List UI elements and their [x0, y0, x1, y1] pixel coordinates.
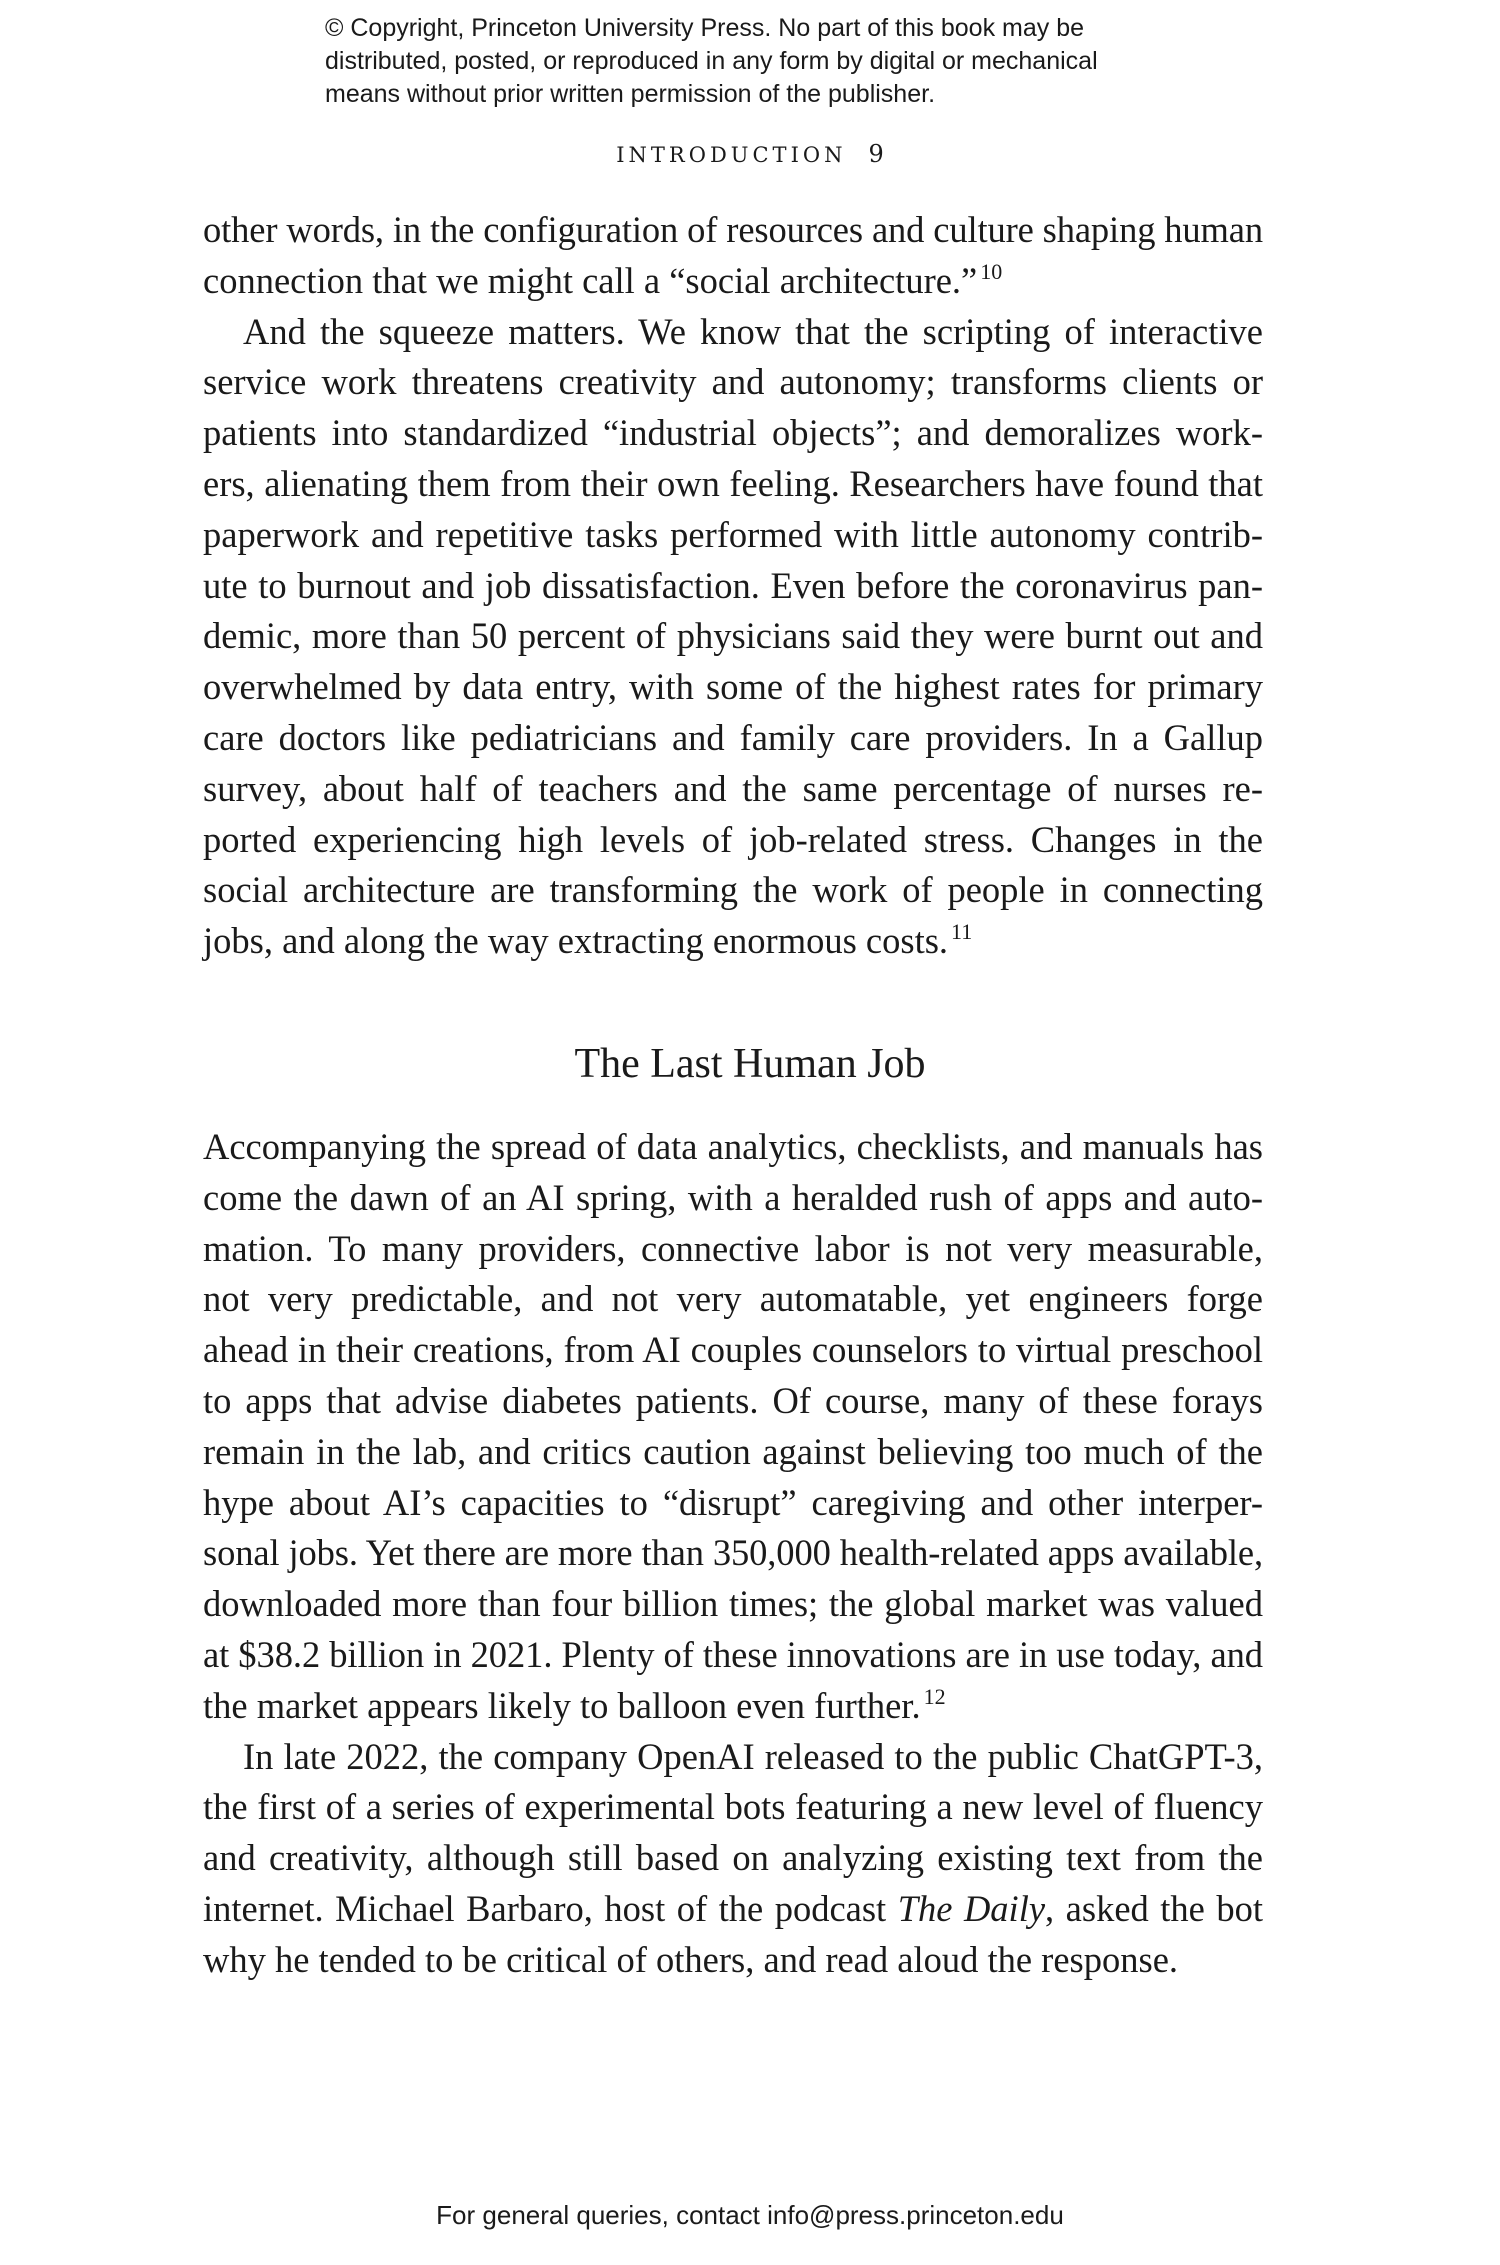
text-line: not very predictable, and not very automatable, yet engineers forge — [203, 1278, 1263, 1320]
copyright-line: distributed, posted, or reproduced in any form by digital or mechanical — [325, 47, 1098, 75]
text-line: mation. To many providers, connective labor is not very measurable, — [203, 1227, 1263, 1269]
footnote-ref: 10 — [980, 258, 1003, 284]
text-line — [203, 1884, 1263, 1935]
text-line: ute to burnout and job dissatisfaction. Even before the coronavirus pan- — [203, 564, 1263, 606]
text-line: overwhelmed by data entry, with some of the highest rates for primary — [203, 666, 1263, 708]
text-line: other words, in the configuration of resources and culture shaping human — [203, 209, 1263, 250]
text-line — [203, 256, 1263, 307]
text-line: Accompanying the spread of data analytics, checklists, and manuals has — [203, 1126, 1263, 1167]
text-line-content: internet. Michael Barbaro, host of the podcast — [203, 1887, 898, 1929]
text-line: ahead in their creations, from AI couples counselors to virtual preschool — [203, 1329, 1263, 1371]
text-line: and creativity, although still based on analyzing existing text from the — [203, 1837, 1263, 1879]
text-line: In late 2022, the company OpenAI released to the public ChatGPT-3, — [243, 1735, 1263, 1777]
text-line-content: jobs, and along the way extracting enormous costs. — [203, 920, 949, 962]
text-line: to apps that advise diabetes patients. Of course, many of these forays — [203, 1379, 1263, 1421]
text-line: downloaded more than four billion times; the global market was valued — [203, 1583, 1263, 1625]
text-line-content: connection that we might call a “social architecture.” — [203, 259, 978, 301]
page-number: 9 — [868, 140, 884, 168]
text-line: at $38.2 billion in 2021. Plenty of these innovations are in use today, and — [203, 1633, 1263, 1675]
text-line-content: , asked the bot — [1045, 1887, 1264, 1929]
text-line: patients into standardized “industrial objects”; and demoralizes work- — [203, 412, 1263, 454]
text-line: care doctors like pediatricians and family care providers. In a Gallup — [203, 716, 1263, 758]
footnote-ref: 12 — [923, 1683, 946, 1709]
text-line — [203, 1681, 1263, 1732]
footnote-ref: 11 — [951, 919, 973, 945]
running-head-title: INTRODUCTION — [616, 143, 847, 167]
running-head — [0, 140, 1500, 168]
text-line — [203, 916, 1263, 967]
text-line-content: the market appears likely to balloon even further. — [203, 1684, 921, 1726]
text-line: demic, more than 50 percent of physicians said they were burnt out and — [203, 615, 1263, 657]
copyright-notice — [325, 12, 1225, 111]
paragraph-block-1 — [203, 205, 1263, 967]
text-line: paperwork and repetitive tasks performed with little autonomy contrib- — [203, 513, 1263, 555]
text-line: hype about AI’s capacities to “disrupt” caregiving and other interper- — [203, 1481, 1263, 1523]
podcast-title: The Daily — [897, 1887, 1046, 1929]
text-line: And the squeeze matters. We know that the scripting of interactive — [243, 310, 1263, 352]
text-line: service work threatens creativity and autonomy; transforms clients or — [203, 361, 1263, 403]
text-line: the first of a series of experimental bots featuring a new level of fluency — [203, 1786, 1263, 1828]
text-line: remain in the lab, and critics caution against believing too much of the — [203, 1430, 1263, 1472]
paragraph-block-2 — [203, 1122, 1263, 1986]
text-line: survey, about half of teachers and the same percentage of nurses re- — [203, 767, 1263, 809]
copyright-line: © Copyright, Princeton University Press. No part of this book may be — [325, 14, 1085, 42]
text-line: ported experiencing high levels of job-related stress. Changes in the — [203, 818, 1263, 860]
copyright-line: means without prior written permission of the publisher. — [325, 80, 936, 108]
text-line: why he tended to be critical of others, and read aloud the response. — [203, 1938, 1179, 1980]
text-line: ers, alienating them from their own feeling. Researchers have found that — [203, 462, 1263, 504]
footer-contact: For general queries, contact info@press.princeton.edu — [436, 2200, 1064, 2230]
text-line: come the dawn of an AI spring, with a heralded rush of apps and auto- — [203, 1176, 1263, 1218]
text-line: social architecture are transforming the work of people in connecting — [203, 869, 1263, 911]
text-line: sonal jobs. Yet there are more than 350,000 health-related apps available, — [203, 1532, 1263, 1574]
section-heading: The Last Human Job — [574, 1041, 926, 1087]
